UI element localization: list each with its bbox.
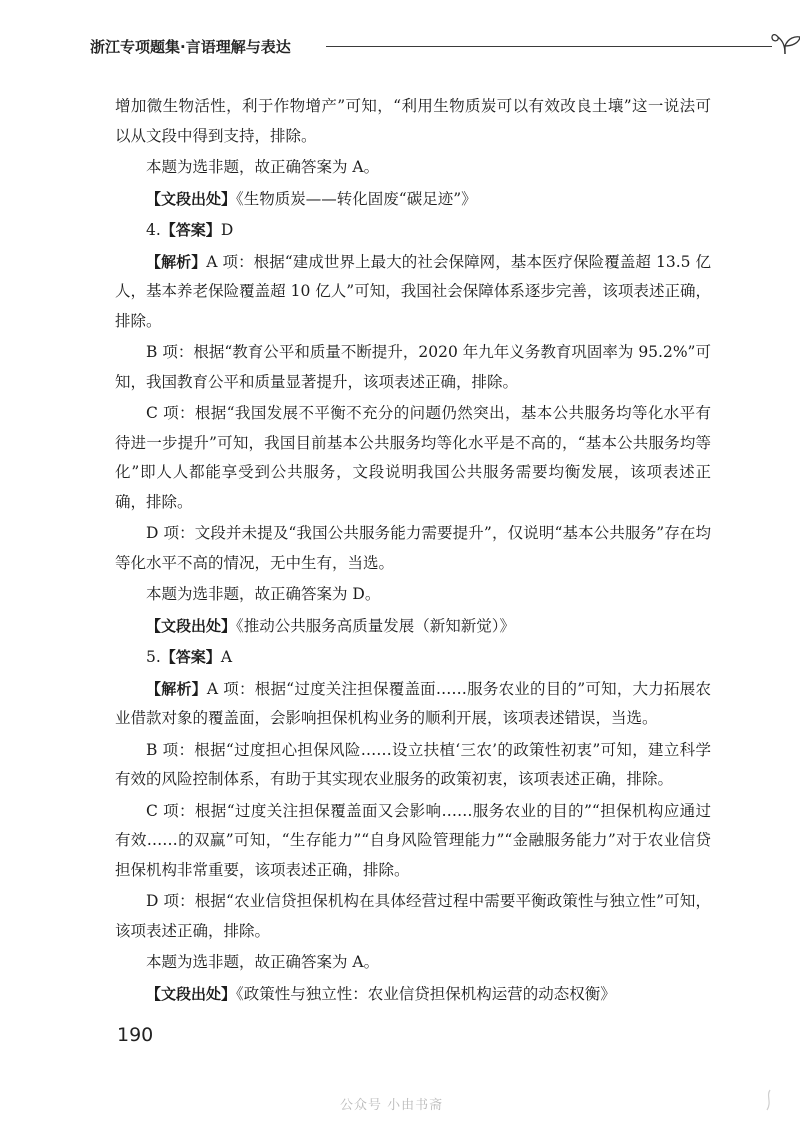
source-title: 《生物质炭——转化固废“碳足迹”》 [236,189,477,208]
scan-edge-mark [760,1088,776,1116]
analysis-text: A 项：根据“过度关注担保覆盖面……服务农业的目的”可知，大力拓展农业借款对象的覆盖面，会影响担保机构业务的顺利开展，该项表述错误，当选。 [115,679,711,727]
answer-tag: 【答案】 [160,221,221,239]
watermark-text: 公众号 小由书斋 [340,1098,444,1113]
paragraph: 本题为选非题，故正确答案为 D。 [146,585,381,603]
question-number: 5. [146,648,161,666]
paragraph: 本题为选非题，故正确答案为 A。 [146,158,380,176]
source-title: 《推动公共服务高质量发展（新知新觉）》 [236,616,516,635]
paragraph: C 项：根据“我国发展不平衡不充分的问题仍然突出，基本公共服务均等化水平有待进一步提升”可知，我国目前基本公共服务均等化水平是不高的，“基本公共服务均等化”即人人都能享受到公共服务，文段说明我国公共服务需要均衡发展，该项表述正确，排除。 [115,404,711,511]
paragraph: 增加微生物活性，利于作物增产”可知，“利用生物质炭可以有效改良土壤”这一说法可以从文段中得到支持，排除。 [115,97,711,145]
paragraph: D 项：文段并未提及“我国公共服务能力需要提升”，仅说明“基本公共服务”存在均等化水平不高的情况，无中生有，当选。 [115,524,711,572]
analysis-tag: 【解析】 [146,252,207,271]
source-title: 《政策性与独立性：农业信贷担保机构运营的动态权衡》 [236,984,616,1003]
source-paragraph [115,612,711,642]
sprout-icon [770,28,800,56]
paragraph: 本题为选非题，故正确答案为 A。 [146,953,380,971]
source-tag: 【文段出处】 [146,984,237,1003]
page-body [115,92,711,1011]
source-tag: 【文段出处】 [146,189,237,208]
analysis-tag: 【解析】 [146,679,207,698]
answer-paragraph [115,216,711,246]
paragraph: C 项：根据“过度关注担保覆盖面又会影响……服务农业的目的”“担保机构应通过有效……的双赢”可知，“生存能力”“自身风险管理能力”“金融服务能力”对于农业信贷担保机构非常重要，该项表述正确，排除。 [115,801,711,879]
answer-paragraph [115,643,711,673]
source-paragraph [115,980,711,1010]
analysis-paragraph [115,675,711,734]
header-rule [326,46,772,47]
answer-value: A [220,648,233,666]
answer-value: D [220,221,234,239]
source-tag: 【文段出处】 [146,616,237,635]
header-title: 浙江专项题集·言语理解与表达 [90,38,291,56]
paragraph: B 项：根据“教育公平和质量不断提升，2020 年九年义务教育巩固率为 95.2%”可知，我国教育公平和质量显著提升，该项表述正确，排除。 [115,343,711,391]
source-paragraph [115,185,711,215]
question-number: 4. [146,221,161,239]
page-number: 190 [117,1024,154,1046]
answer-tag: 【答案】 [160,648,221,666]
paragraph: D 项：根据“农业信贷担保机构在具体经营过程中需要平衡政策性与独立性”可知，该项表述正确，排除。 [115,892,711,940]
running-header [90,30,730,60]
analysis-paragraph [115,248,711,337]
analysis-text: A 项：根据“建成世界上最大的社会保障网，基本医疗保险覆盖超 13.5 亿人，基本养老保险覆盖超 10 亿人”可知，我国社会保障体系逐步完善，该项表述正确，排除。 [115,252,711,330]
paragraph: B 项：根据“过度担心担保风险……设立扶植‘三农’的政策性初衷”可知，建立科学有效的风险控制体系，有助于其实现农业服务的政策初衷，该项表述正确，排除。 [115,740,711,788]
